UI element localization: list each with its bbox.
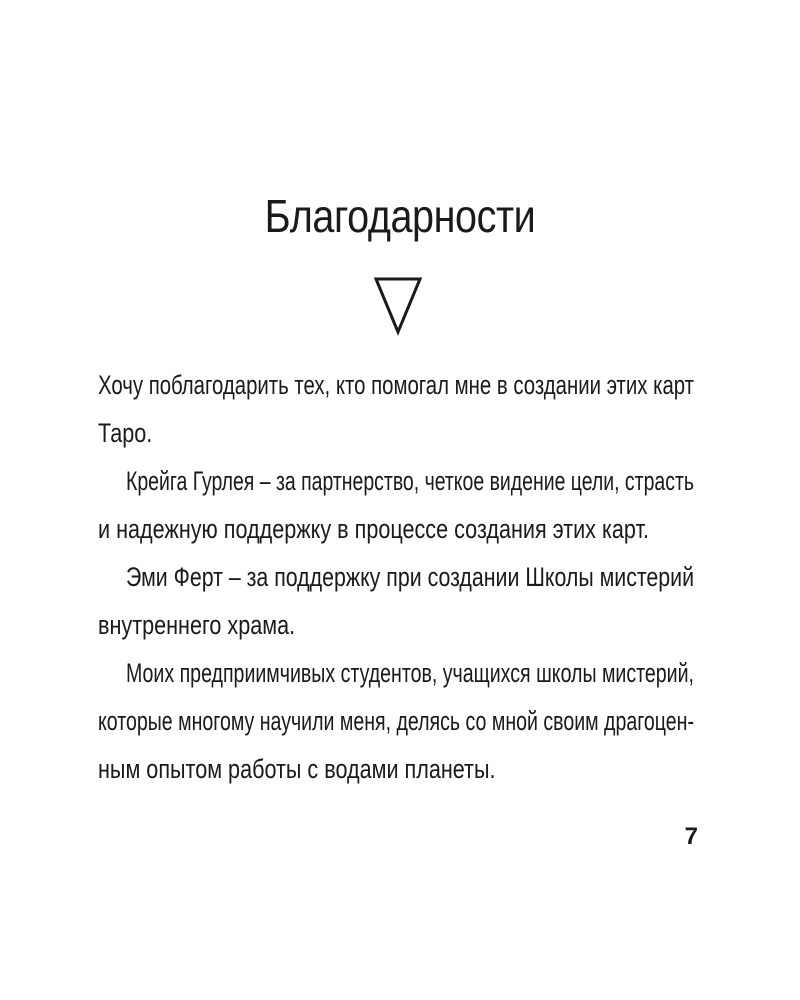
- text-line: ным опытом работы с водами планеты.: [98, 754, 496, 784]
- text-line: которые многому научили меня, делясь со мной своим драгоцен-: [98, 706, 694, 736]
- page-number: 7: [684, 823, 698, 850]
- text-line: Эми Ферт – за поддержку при создании Школы мистерий: [125, 562, 694, 592]
- text-line: внутреннего храма.: [98, 610, 296, 640]
- text-line: и надежную поддержку в процессе создания этих карт.: [98, 514, 649, 544]
- text-line: Крейга Гурлея – за партнерство, четкое видение цели, страсть: [125, 466, 694, 496]
- body-text: [98, 361, 694, 793]
- text-line: Таро.: [98, 418, 153, 448]
- text-line: Хочу поблагодарить тех, кто помогал мне в создании этих карт: [98, 370, 694, 400]
- text-line: Моих предприимчивых студентов, учащихся школы мистерий,: [125, 658, 694, 688]
- page-title: Благодарности: [264, 190, 536, 242]
- downward-triangle-icon: [373, 276, 423, 336]
